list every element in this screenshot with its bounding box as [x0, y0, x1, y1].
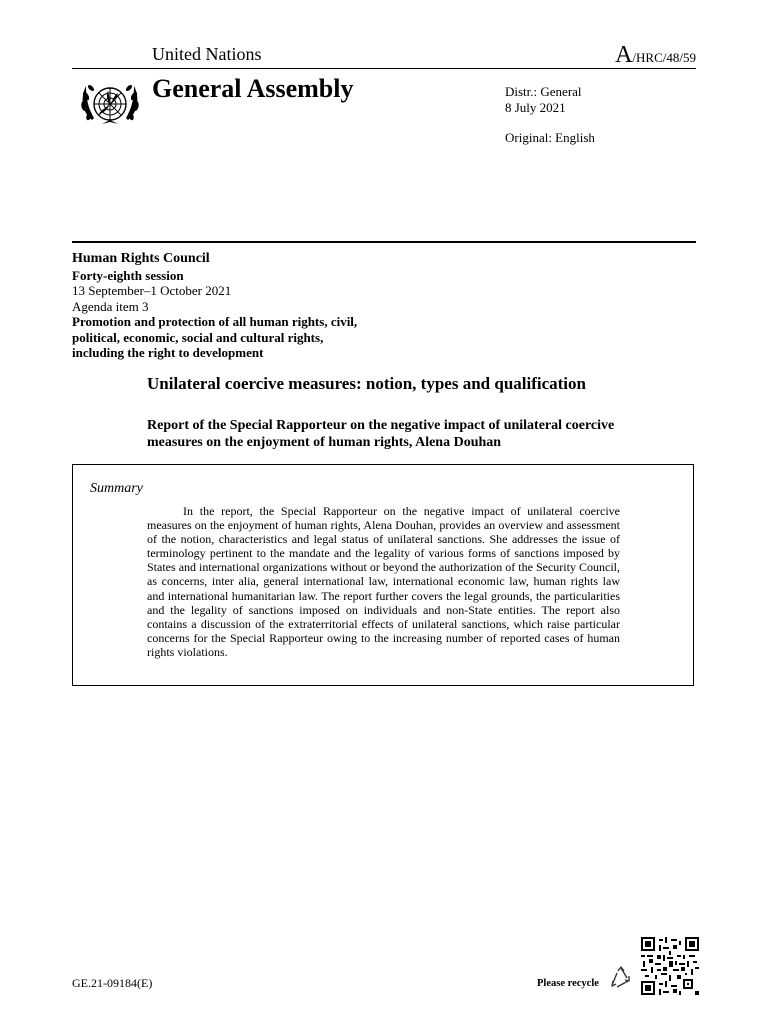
- un-emblem-icon: [76, 76, 144, 132]
- document-subtitle: Report of the Special Rapporteur on the negative impact of unilateral coercive measures on the enjoyment of human rights, Alena Douhan: [147, 418, 615, 450]
- distribution-label: Distr.: General: [505, 84, 582, 99]
- document-number: GE.21-09184(E): [72, 976, 153, 990]
- summary-heading: Summary: [90, 481, 143, 496]
- body-title: General Assembly: [152, 74, 354, 103]
- recycle-label: Please recycle: [537, 978, 599, 989]
- council-name: Human Rights Council: [72, 251, 210, 266]
- symbol-suffix: /HRC/48/59: [632, 50, 696, 65]
- session-dates: 13 September–1 October 2021: [72, 283, 232, 298]
- document-date: 8 July 2021: [505, 100, 566, 115]
- section-rule: [72, 241, 696, 243]
- organization-name: United Nations: [152, 44, 262, 64]
- symbol-prefix: A: [615, 42, 633, 68]
- document-title: Unilateral coercive measures: notion, types and qualification: [147, 374, 586, 393]
- council-session: Forty-eighth session: [72, 267, 184, 283]
- agenda-title: Promotion and protection of all human rights, civil, political, economic, social and cultural rights, including the right to development: [72, 314, 358, 360]
- qr-code-icon: [641, 937, 699, 995]
- header-rule: [72, 68, 696, 69]
- council-block: [72, 251, 372, 361]
- summary-text: In the report, the Special Rapporteur on the negative impact of unilateral coercive measures on the enjoyment of human rights, Alena Douhan, provides an overview and assessment of the notion, characteristics and legal status of unilateral sanctions. She addresses the issue of terminology pertinent to the mandate and the legality of various forms of sanctions imposed by States and international organizations without or beyond the authorization of the Security Council, as concerns, inter alia, general international law, international economic law, human rights law and international humanitarian law. The report further covers the legal grounds, the particularities and the legality of sanctions imposed on individuals and non-State entities. The report also contains a discussion of the extraterritorial effects of unilateral sanctions, which raise particular concerns for the Special Rapporteur owing to the increasing number of reported cases of human rights violations.: [147, 504, 620, 659]
- agenda-item: Agenda item 3: [72, 298, 149, 314]
- distribution-block: [505, 84, 595, 146]
- recycle-icon: [608, 966, 634, 992]
- original-language: Original: English: [505, 130, 595, 145]
- document-symbol: [615, 42, 696, 69]
